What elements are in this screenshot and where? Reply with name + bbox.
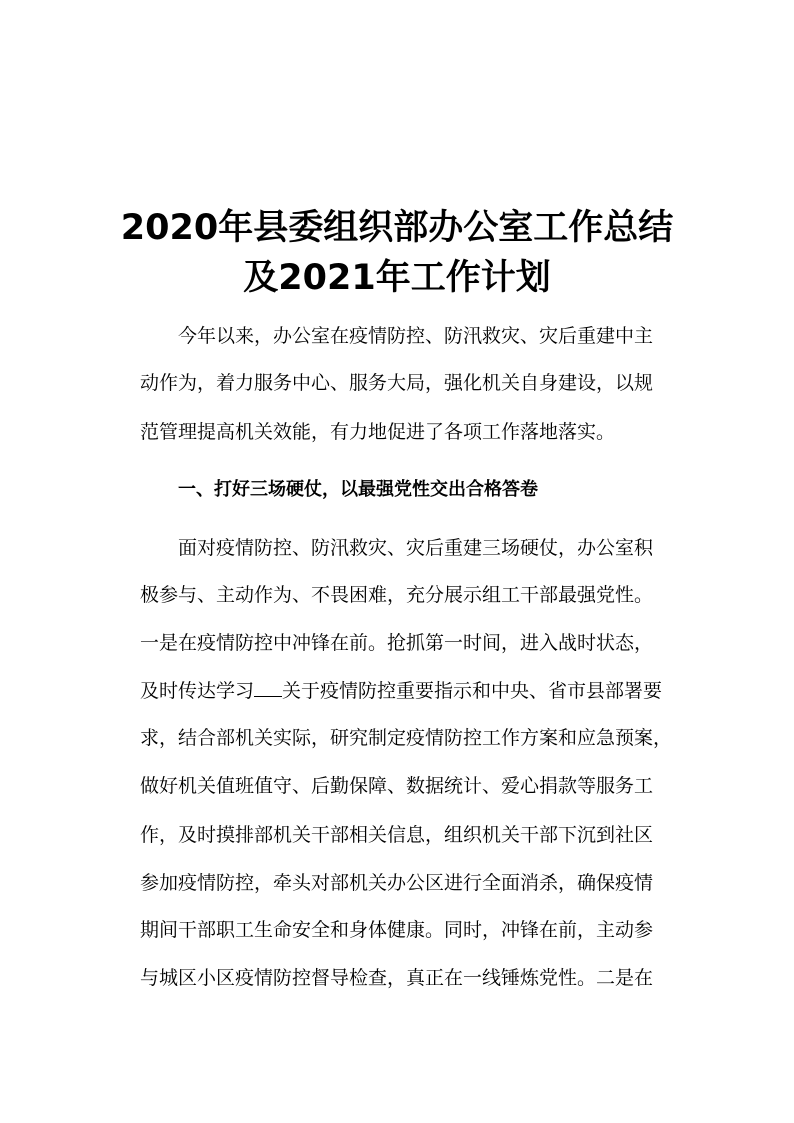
body-line: 求，结合部机关实际，研究制定疫情防控工作方案和应急预案， xyxy=(140,727,673,749)
section-heading: 一、打好三场硬仗，以最强党性交出合格答卷 xyxy=(178,479,538,500)
body-line: 作，及时摸排部机关干部相关信息，组织机关干部下沉到社区 xyxy=(140,824,654,846)
body-line: 做好机关值班值守、后勤保障、数据统计、爱心捐款等服务工 xyxy=(140,775,654,797)
body-line: 参加疫情防控，牵头对部机关办公区进行全面消杀，确保疫情 xyxy=(140,872,654,894)
intro-line: 动作为，着力服务中心、服务大局，强化机关自身建设，以规 xyxy=(140,372,654,394)
document-title-line-2: 及2021年工作计划 xyxy=(243,258,551,298)
body-line-with-blank xyxy=(140,679,662,703)
intro-line: 今年以来，办公室在疫情防控、防汛救灾、灾后重建中主 xyxy=(178,325,654,347)
body-line: 期间干部职工生命安全和身体健康。同时，冲锋在前，主动参 xyxy=(140,919,654,941)
body-line: 面对疫情防控、防汛救灾、灾后重建三场硬仗，办公室积 xyxy=(178,537,654,559)
intro-line: 范管理提高机关效能，有力地促进了各项工作落地落实。 xyxy=(140,421,616,443)
body-line: 一是在疫情防控中冲锋在前。抢抓第一时间，进入战时状态， xyxy=(140,632,654,654)
body-line: 极参与、主动作为、不畏困难，充分展示组工干部最强党性。 xyxy=(140,584,654,606)
body-line: 与城区小区疫情防控督导检查，真正在一线锤炼党性。二是在 xyxy=(140,967,654,989)
body-text: 关于疫情防控重要指示和中央、省市县部署要 xyxy=(282,680,663,702)
body-text: 及时传达学习 xyxy=(140,680,255,702)
document-title-line-1: 2020年县委组织部办公室工作总结 xyxy=(120,208,674,248)
blank-underline xyxy=(254,680,282,697)
